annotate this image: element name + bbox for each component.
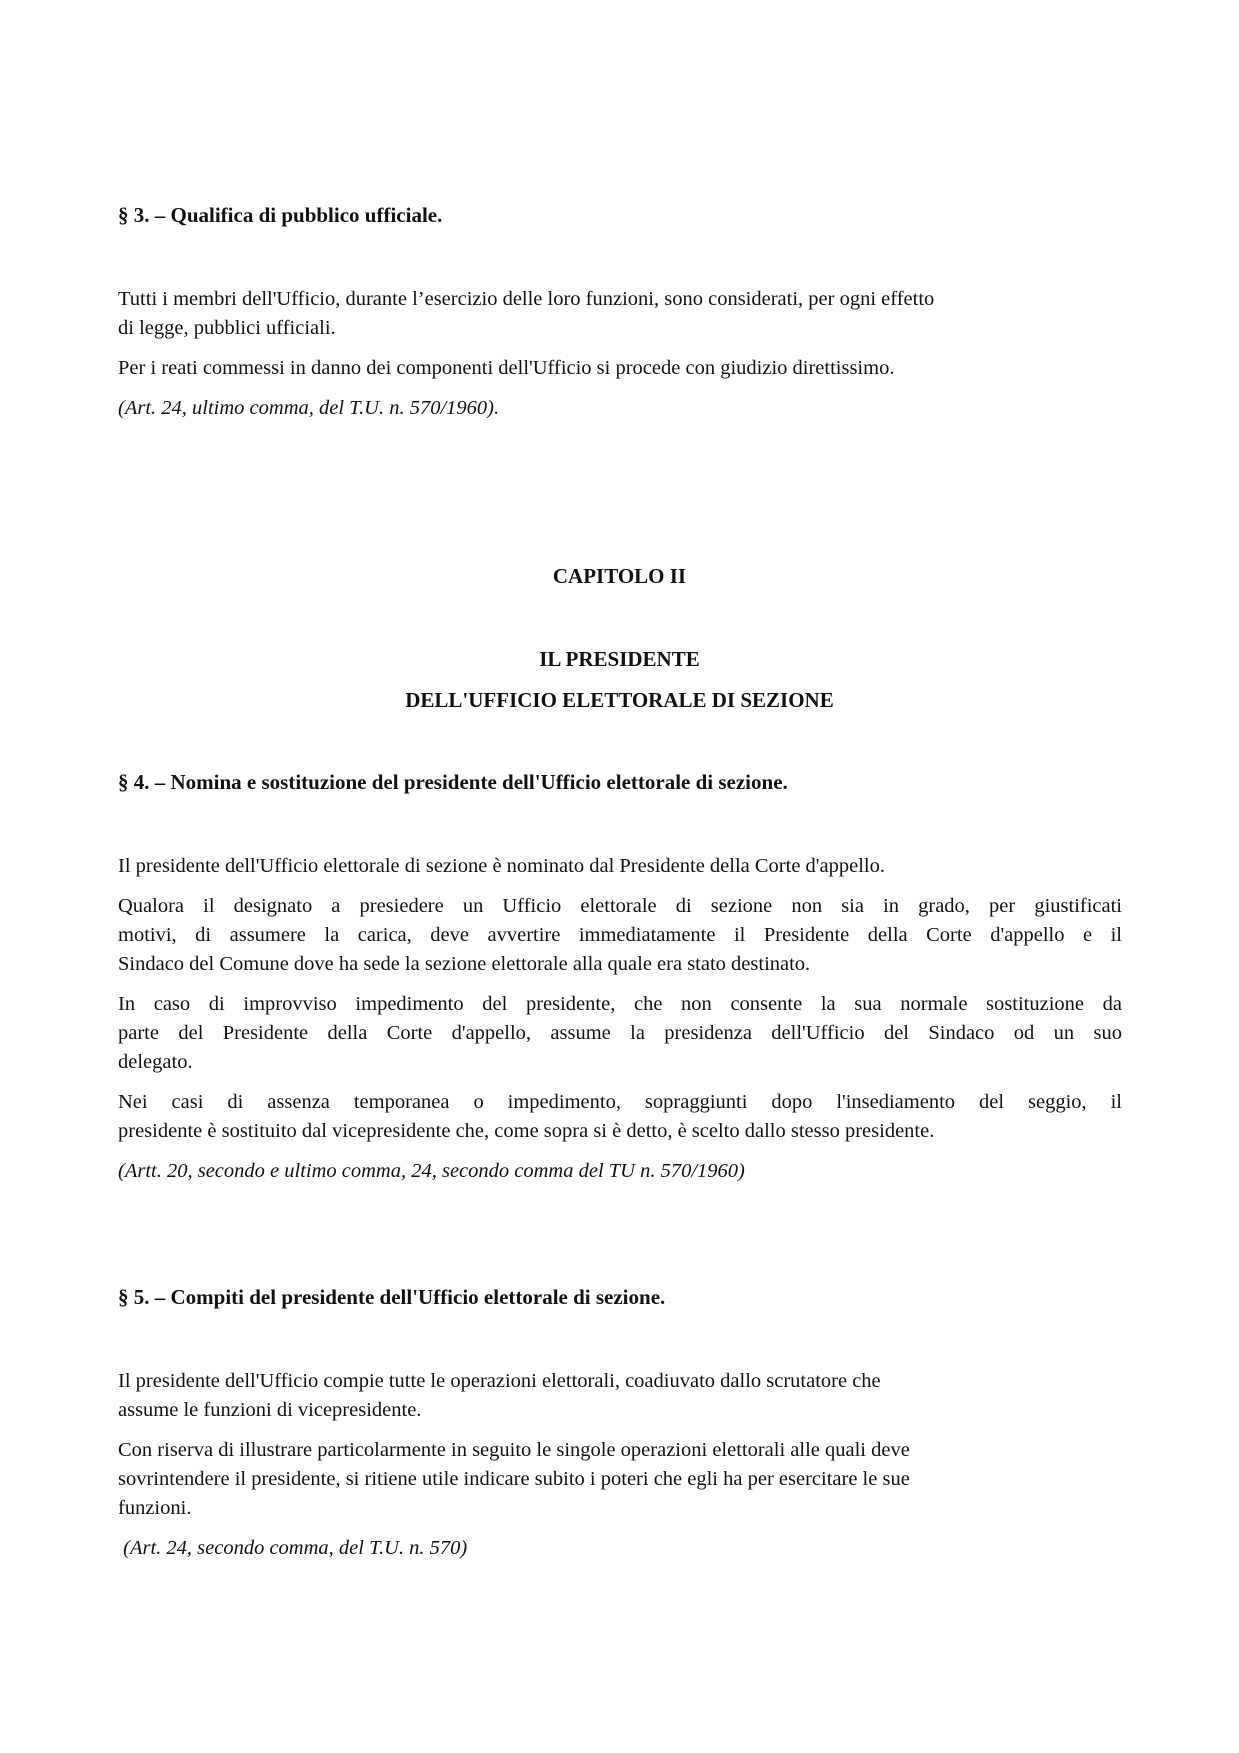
section-4-line: Nei casi di assenza temporanea o impedimento, sopraggiunti dopo l'insediamento del seggio, il [118, 1091, 1122, 1113]
chapter-title-line2: DELL'UFFICIO ELETTORALE DI SEZIONE [405, 688, 834, 712]
section-4-line: Il presidente dell'Ufficio elettorale di sezione è nominato dal Presidente della Corte d'appello. [118, 855, 885, 877]
section-5-heading: § 5. – Compiti del presidente dell'Ufficio elettorale di sezione. [118, 1285, 666, 1309]
chapter-label: CAPITOLO II [552, 564, 687, 588]
section-3-line: di legge, pubblici ufficiali. [118, 317, 336, 339]
section-4-line: In caso di improvviso impedimento del presidente, che non consente la sua normale sostituzione da [118, 993, 1122, 1015]
section-4-heading: § 4. – Nomina e sostituzione del presidente dell'Ufficio elettorale di sezione. [118, 770, 788, 794]
section-4-line: Sindaco del Comune dove ha sede la sezione elettorale alla quale era stato destinato. [118, 953, 811, 975]
section-4-reference: (Artt. 20, secondo e ultimo comma, 24, secondo comma del TU n. 570/1960) [118, 1160, 745, 1182]
section-3-line: Per i reati commessi in danno dei componenti dell'Ufficio si procede con giudizio direttissimo. [118, 357, 895, 379]
section-3-heading: § 3. – Qualifica di pubblico ufficiale. [118, 203, 443, 227]
section-4-line: presidente è sostituito dal vicepresidente che, come sopra si è detto, è scelto dallo stesso presidente. [118, 1120, 935, 1142]
section-4-line: delegato. [118, 1051, 193, 1073]
chapter-title-line1: IL PRESIDENTE [539, 647, 700, 671]
section-5-line: Il presidente dell'Ufficio compie tutte le operazioni elettorali, coadiuvato dallo scrutatore che [118, 1370, 881, 1392]
section-3-reference: (Art. 24, ultimo comma, del T.U. n. 570/1960). [118, 397, 500, 419]
section-4-line: Qualora il designato a presiedere un Ufficio elettorale di sezione non sia in grado, per giustificati [118, 895, 1122, 917]
section-5-line: assume le funzioni di vicepresidente. [118, 1399, 422, 1421]
section-3-line: Tutti i membri dell'Ufficio, durante l’esercizio delle loro funzioni, sono considerati, per ogni effetto [118, 288, 935, 310]
section-5-line: Con riserva di illustrare particolarmente in seguito le singole operazioni elettorali alle quali deve [118, 1439, 910, 1461]
section-4-line: parte del Presidente della Corte d'appello, assume la presidenza dell'Ufficio del Sindaco od un suo [118, 1022, 1122, 1044]
section-4-line: motivi, di assumere la carica, deve avvertire immediatamente il Presidente della Corte d'appello e il [118, 924, 1122, 946]
section-5-line: funzioni. [118, 1497, 192, 1519]
section-5-reference: (Art. 24, secondo comma, del T.U. n. 570) [118, 1537, 468, 1559]
section-5-line: sovrintendere il presidente, si ritiene utile indicare subito i poteri che egli ha per esercitare le sue [118, 1468, 910, 1490]
